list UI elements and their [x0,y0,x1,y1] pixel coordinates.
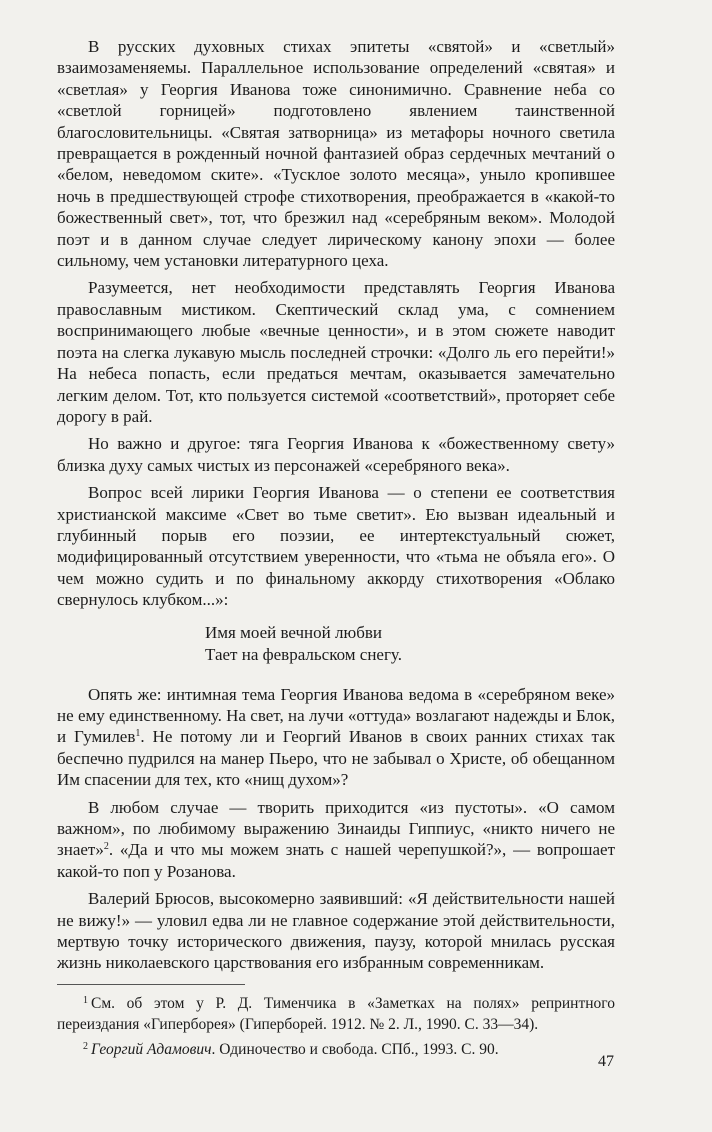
paragraph-4: Вопрос всей лирики Георгия Иванова — о степени ее соответствия христианской максиме «Свет во тьме светит». Ею вызван идеальный и глубинный порыв его поэзии, ее интертекстуальный сюжет, модифицированный отсутствием уверенности, что «тьма не объяла его». О чем можно судить и по финальному аккорду стихотворения «Облако свернулось клубком...»: [57,483,615,610]
paragraph-5-text-a: Опять же: интимная тема Георгия Иванова ведома в «серебряном веке» не ему единственному. На свет, на лучи «оттуда» возлагают надежды и Блок, и Гумилев [57,684,615,747]
footnote-ref-1[interactable]: 1 [135,728,141,740]
footnote-1 [57,993,615,1035]
main-text [57,36,615,1064]
paragraph-3: Но важно и другое: тяга Георгия Иванова к «божественному свету» близка духу самых чистых из персонажей «серебряного века». [57,434,615,475]
paragraph-7: Валерий Брюсов, высокомерно заявивший: «Я действительности нашей не вижу!» — уловил едва ли не главное содержание этой действительности, мертвую точку исторического движения, паузу, которой мнилась русская жизнь николаевского царствования его избранным современникам. [57,889,615,973]
poem-line-1: Имя моей вечной любви [205,622,382,642]
poem-line-2: Тает на февральском снегу. [205,644,402,664]
paragraph-5-text-b: . Не потому ли и Георгий Иванов в своих ранних стихах так беспечно пудрился на манер Пьеро, что не забывал о Христе, об обещанном Им спасении для тех, кто «нищ духом»? [57,727,616,790]
paragraph-6-text-b: . «Да и что мы можем знать с нашей черепушкой?», — вопрошает какой-то поп у Розанова. [57,840,615,881]
footnote-1-text: См. об этом у Р. Д. Тименчика в «Заметках на полях» репринтного переиздания «Гиперборея» (Гиперборей. 1912. № 2. Л., 1990. С. 33—34). [57,994,615,1033]
paragraph-5 [57,684,615,791]
footnote-2-text: . Одиночество и свобода. СПб., 1993. С. 90. [211,1040,499,1058]
paragraph-6 [57,797,615,883]
paragraph-2: Разумеется, нет необходимости представлять Георгия Иванова православным мистиком. Скептический склад ума, с сомнением воспринимающего любые «вечные ценности», и в этом сюжете наводит поэта на слегка лукавую мысль последней строчки: «Долго ль его перейти!» На небеса попасть, если предаться мечтам, оказывается замечательно легким делом. Тот, кто пользуется системой «соответствий», проторяет себе дорогу в рай. [57,278,615,426]
poem-quote [205,622,615,666]
paragraph-6-text-a: В любом случае — творить приходится «из пустоты». «О самом важном», по любимому выражению Зинаиды Гиппиус, «никто ничего не знает» [57,797,615,860]
paragraph-1: В русских духовных стихах эпитеты «святой» и «светлый» взаимозаменяемы. Параллельное использование определений «святая» и «светлая» у Георгия Иванова тоже синонимично. Сравнение неба со «светлой горницей» подготовлено явлением таинственной благословительницы. «Святая затворница» из метафоры ночного светила превращается в рожденный ночной фантазией образ сердечных мечтаний о «белом, неведомом ските». «Тусклое золото месяца», уныло кропившее ночь в предшествующей строфе стихотворения, преображается в «какой-то божественный свет», тот, что брезжил над «серебряным веком». Молодой поэт и в данном случае следует лирическому канону эпохи — более сильному, чем установки литературного цеха. [57,37,615,271]
page-number: 47 [598,1053,614,1070]
footnote-mark-2: 2 [83,1040,88,1052]
footnote-ref-2[interactable]: 2 [103,841,109,853]
footnote-2-author: Георгий Адамович [91,1040,212,1058]
footnote-mark-1: 1 [83,994,88,1006]
footnote-divider [57,984,245,985]
footnote-2 [57,1039,615,1060]
footnotes [57,993,615,1060]
